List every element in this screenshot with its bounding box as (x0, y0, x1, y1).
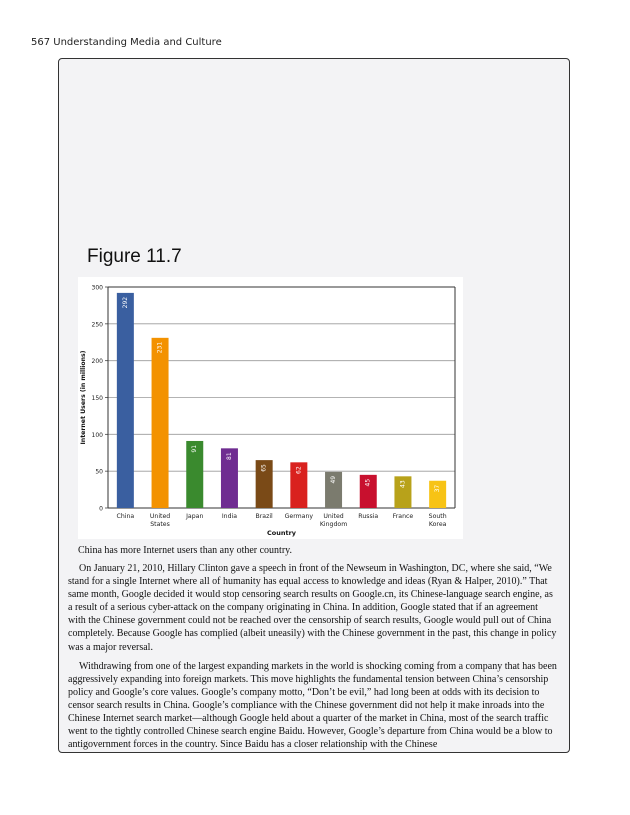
x-tick-label: France (392, 513, 414, 520)
x-tick-label: Germany (284, 513, 314, 520)
x-axis-title: Country (266, 529, 297, 537)
x-tick-label: Korea (428, 521, 447, 528)
y-tick-label: 50 (95, 468, 103, 476)
data-label: 45 (364, 478, 372, 487)
y-tick-label: 250 (91, 321, 103, 329)
y-tick-label: 200 (91, 358, 103, 366)
x-tick-label: India (221, 513, 238, 520)
data-label: 49 (330, 475, 338, 484)
paragraph-2: Withdrawing from one of the largest expanding markets in the world is shocking coming from a company that has been aggressively expanding into foreign markets. This move highlights the fundamental tension between China’s censorship policy and Google’s core values. Google’s company motto, “Don’t be evil,” had long been at odds with its decision to censor search results in China. Google’s compliance with the Chinese government did not help it make inroads into the Chinese Internet search market—although Google held about a quarter of the market in China, most of the search traffic went to the tightly controlled Chinese search engine Baidu. However, Google’s departure from China would be a blow to antigovernment forces in the country. Since Baidu has a closer relationship with the Chinese (68, 660, 557, 751)
x-tick-label: China (116, 513, 135, 520)
bar (117, 293, 134, 508)
page-header: 567 Understanding Media and Culture (31, 37, 222, 48)
data-label: 81 (225, 452, 233, 460)
x-tick-label: Russia (358, 513, 379, 520)
chart-svg (78, 277, 463, 539)
data-label: 37 (434, 484, 442, 493)
data-label: 65 (260, 464, 268, 472)
body-text (68, 562, 558, 757)
y-tick-label: 300 (91, 284, 103, 292)
figure-caption: China has more Internet users than any other country. (78, 545, 293, 556)
x-tick-label: Japan (186, 513, 204, 520)
x-tick-label: Brazil (255, 513, 273, 520)
data-label: 43 (399, 480, 407, 488)
bar (152, 338, 169, 508)
y-tick-label: 150 (91, 395, 103, 402)
x-tick-label: United (323, 513, 344, 520)
data-label: 62 (295, 466, 303, 474)
y-tick-label: 0 (99, 505, 103, 513)
bar-chart (78, 277, 463, 539)
y-axis-title: Internet Users (in millions) (80, 350, 87, 445)
x-tick-label: South (428, 513, 447, 520)
x-tick-label: Kingdom (319, 521, 348, 528)
x-tick-label: United (149, 513, 171, 520)
paragraph-1: On January 21, 2010, Hillary Clinton gave a speech in front of the Newseum in Washington, DC, where she said, “We stand for a single Internet where all of humanity has equal access to knowledge and ideas (Ryan & Halper, 2010).” That same month, Google decided it would stop censoring search results on Google.cn, its Chinese-language search engine, as a result of a serious cyber-attack on the company originating in China. In addition, Google stated that if an agreement with the Chinese government could not be reached over the censorship of search results, Google would pull out of China completely. Because Google has complied (albeit uneasily) with the Chinese government in the past, this change in policy was a major reversal. (68, 563, 557, 653)
figure-title: Figure 11.7 (87, 246, 182, 267)
data-label: 292 (121, 296, 129, 309)
data-label: 91 (191, 444, 199, 453)
x-tick-label: States (150, 521, 170, 528)
y-tick-label: 100 (91, 431, 103, 439)
data-label: 231 (156, 341, 164, 354)
